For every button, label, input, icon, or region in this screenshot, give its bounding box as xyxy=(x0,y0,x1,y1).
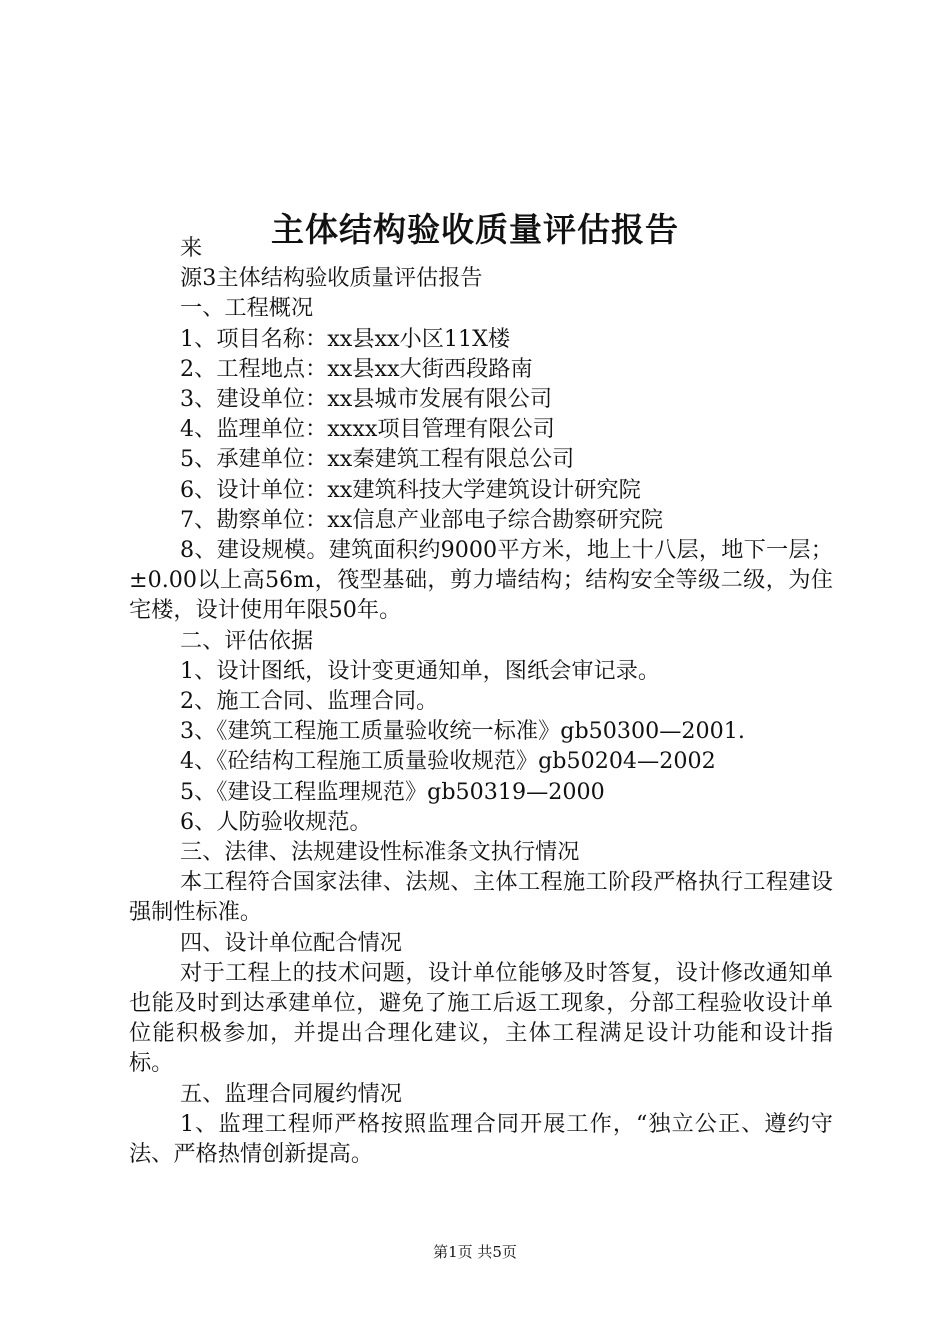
list-item: 5、承建单位：xx秦建筑工程有限总公司 xyxy=(180,446,575,473)
list-item: 5、《建设工程监理规范》gb50319—2000 xyxy=(180,778,605,805)
list-item: 4、《砼结构工程施工质量验收规范》gb50204—2002 xyxy=(180,748,716,775)
list-item: 4、监理单位：xxxx项目管理有限公司 xyxy=(180,416,555,443)
section-heading-supervision: 五、监理合同履约情况 xyxy=(180,1080,402,1107)
list-item: 7、勘察单位：xx信息产业部电子综合勘察研究院 xyxy=(180,506,663,533)
paragraph-source: 源3主体结构验收质量评估报告 xyxy=(180,265,483,292)
list-item: 3、建设单位：xx县城市发展有限公司 xyxy=(180,386,553,413)
document-body xyxy=(129,233,833,1169)
section-heading-design: 四、设计单位配合情况 xyxy=(180,929,402,956)
list-item: 1、设计图纸，设计变更通知单，图纸会审记录。 xyxy=(180,657,661,684)
section-heading-basis: 二、评估依据 xyxy=(180,627,314,654)
list-item: 2、施工合同、监理合同。 xyxy=(180,688,439,715)
section-heading-law: 三、法律、法规建设性标准条文执行情况 xyxy=(180,839,580,866)
list-item: 2、工程地点：xx县xx大街西段路南 xyxy=(180,355,533,382)
list-item: 6、人防验收规范。 xyxy=(180,808,372,835)
list-item: 6、设计单位：xx建筑科技大学建筑设计研究院 xyxy=(180,476,641,503)
paragraph-lai: 来 xyxy=(180,235,203,261)
list-item: 3、《建筑工程施工质量验收统一标准》gb50300—2001. xyxy=(180,718,745,745)
paragraph-design: 对于工程上的技术问题，设计单位能够及时答复，设计修改通知单也能及时到达承建单位，避免了施工后返工现象，分部工程验收设计单位能积极参加，并提出合理化建议，主体工程满足设计功能和设计指标。 xyxy=(129,959,833,1077)
paragraph-law: 本工程符合国家法律、法规、主体工程施工阶段严格执行工程建设强制性标准。 xyxy=(129,869,833,926)
document-title: 主体结构验收质量评估报告 xyxy=(271,210,679,250)
list-item-scale: 8、建设规模。建筑面积约9000平方米，地上十八层，地下一层；±0.00以上高56m，筏型基础，剪力墙结构；结构安全等级二级，为住宅楼，设计使用年限50年。 xyxy=(129,537,833,624)
list-item: 1、项目名称：xx县xx小区11X楼 xyxy=(180,325,511,352)
page-footer: 第1页 共5页 xyxy=(433,1243,517,1261)
paragraph-supervision: 1、监理工程师严格按照监理合同开展工作，“独立公正、遵约守法、严格热情创新提高。 xyxy=(129,1110,833,1168)
section-heading-overview: 一、工程概况 xyxy=(180,295,314,322)
